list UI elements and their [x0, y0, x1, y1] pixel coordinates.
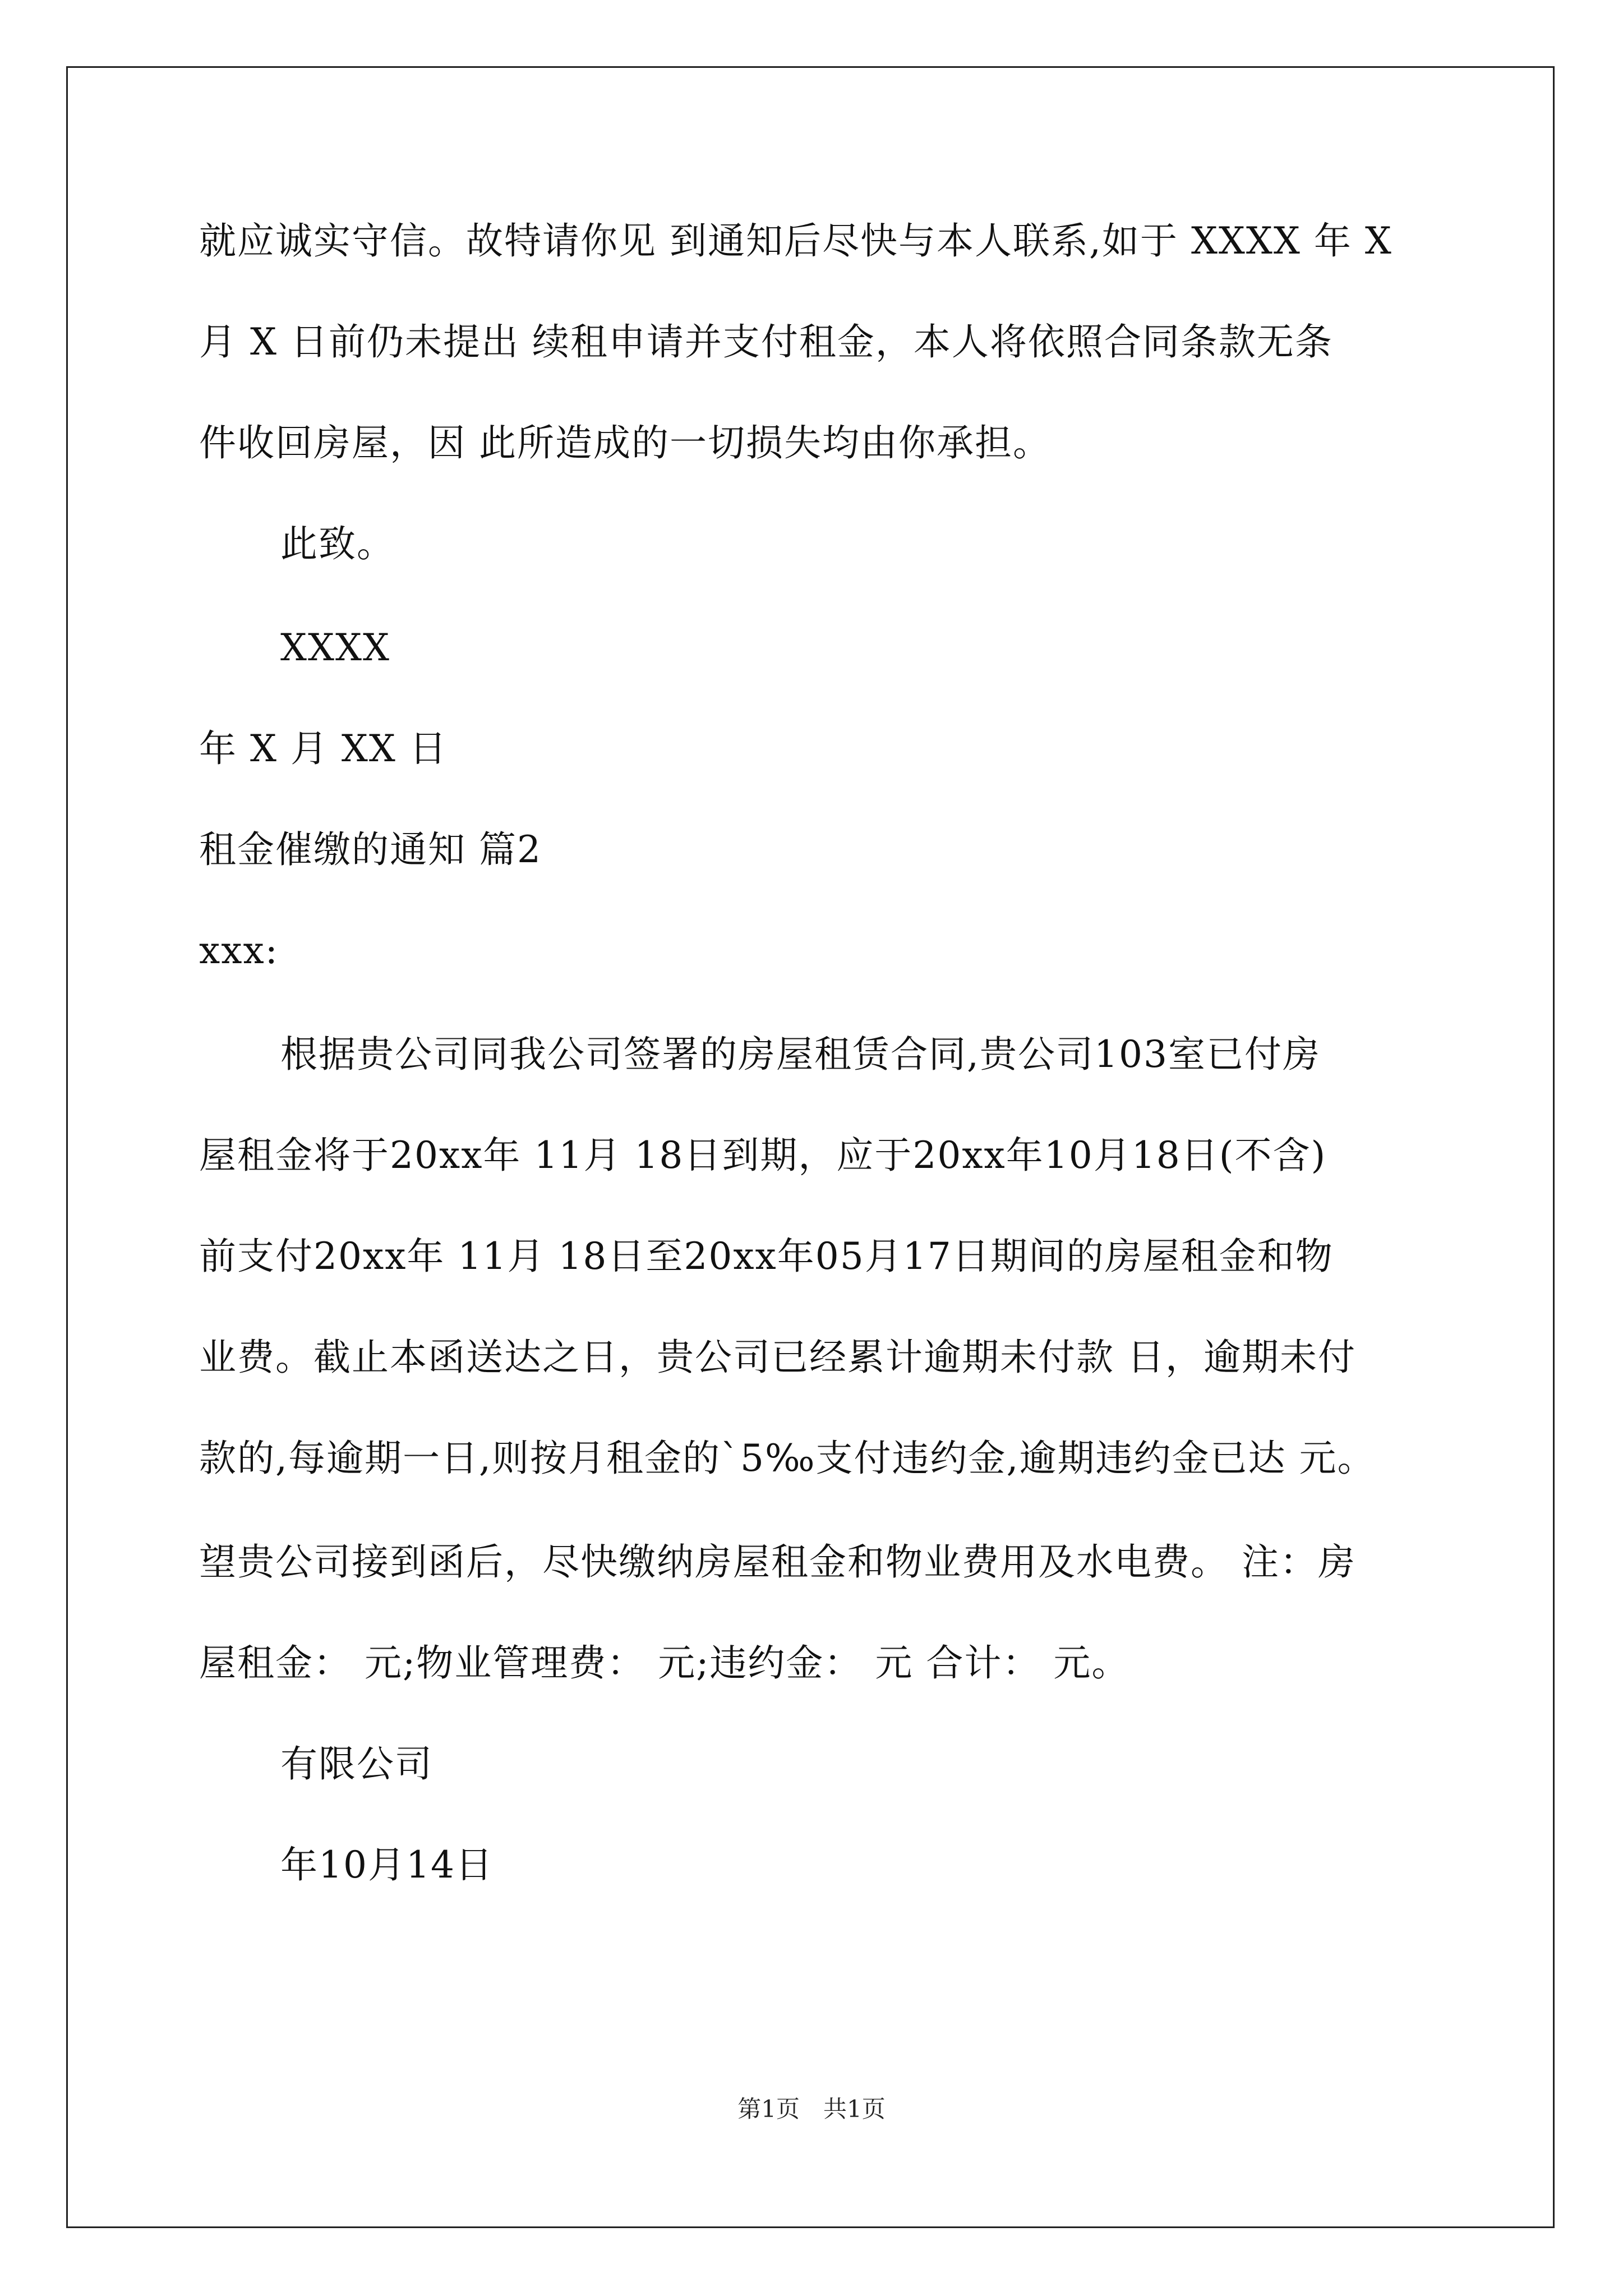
text-line: 望贵公司接到函后，尽快缴纳房屋租金和物业费用及水电费。 注：房: [199, 1540, 1356, 1584]
text-line: 款的,每逾期一日,则按月租金的`5‰支付违约金,逾期违约金已达 元。: [199, 1437, 1376, 1480]
closing-salutation: 此致。: [280, 522, 395, 565]
text-line: 根据贵公司同我公司签署的房屋租赁合同,贵公司103室已付房: [280, 1033, 1321, 1076]
text-line: 屋租金： 元;物业管理费： 元;违约金： 元 合计： 元。: [199, 1641, 1130, 1685]
text-line: 件收回房屋，因 此所造成的一切损失均由你承担。: [199, 421, 1051, 464]
section-heading: 租金催缴的通知 篇2: [199, 828, 542, 871]
recipient-salutation: xxx:: [199, 929, 279, 972]
text-line: 屋租金将于20xx年 11月 18日到期，应于20xx年10月18日(不含): [199, 1134, 1327, 1177]
text-line: 月 X 日前仍未提出 续租申请并支付租金，本人将依照合同条款无条: [199, 320, 1333, 364]
page-number-footer: 第1页 共1页: [737, 2095, 886, 2123]
company-signature: 有限公司: [280, 1742, 433, 1786]
text-line: 就应诚实守信。故特请你见 到通知后尽快与本人联系,如于 XXXX 年 X: [199, 219, 1393, 263]
text-line: 业费。截止本函送达之日，贵公司已经累计逾期未付款 日，逾期未付: [199, 1336, 1356, 1379]
signature-date: 年10月14日: [280, 1843, 494, 1887]
text-line: 前支付20xx年 11月 18日至20xx年05月17日期间的房屋租金和物: [199, 1235, 1334, 1278]
sender-name: XXXX: [280, 626, 390, 669]
date-line: 年 X 月 XX 日: [199, 727, 448, 770]
